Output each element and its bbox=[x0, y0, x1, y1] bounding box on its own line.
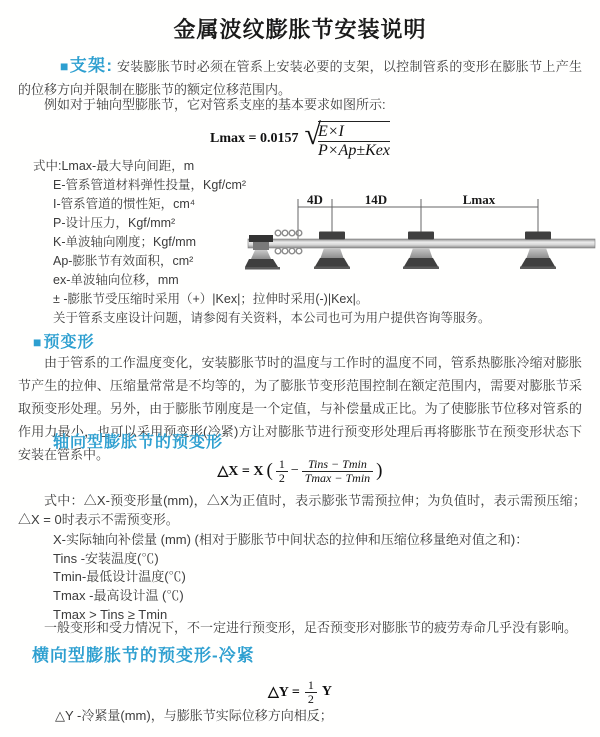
temp-numerator: Tins − Tmin bbox=[302, 458, 373, 472]
preform-paragraph: 由于管系的工作温度变化，安装膨胀节时的温度与工作时的温度不同，管系热膨胀冷缩对膨胀节产生的拉伸、压缩量常常是不均等的，为了膨胀节变形范围控制在额定范围内，需要对膨胀节采取预变形处理。另外，由于膨胀节刚度是一个定值，与补偿量成正比。为了使膨胀节位移对管系的作用力最小，也可以采用预变形(冷紧)方让对膨胀节进行预变形处理后再将膨胀节在预变形状态下安装在管系中。 bbox=[18, 355, 582, 462]
half-denominator: 2 bbox=[307, 691, 314, 706]
formula2-lhs: △X = X bbox=[217, 463, 264, 479]
dim-label-lmax: Lmax bbox=[462, 193, 496, 207]
definition-note: 关于管系支座设计问题，请参阅有关资料，本公司也可为用户提供咨询等服务。 bbox=[53, 311, 491, 325]
fraction-denominator: P×Ap±Kex bbox=[317, 142, 390, 159]
definition-line: P-设计压力，Kgf/mm² bbox=[53, 216, 176, 230]
section-square-icon: ■ bbox=[33, 334, 43, 350]
variable-line: Tmax -最高设计温 (℃) bbox=[53, 588, 184, 604]
definition-line: 式中:Lmax-最大导向间距，m bbox=[33, 159, 195, 173]
temperature-fraction bbox=[302, 458, 373, 485]
preform-heading-label: 预变形 bbox=[43, 334, 95, 351]
radical-expression bbox=[305, 118, 390, 160]
radical-fraction bbox=[318, 121, 390, 160]
formula-lateral-coldpull bbox=[0, 676, 600, 708]
definition-line: E-管系管道材料弹性投量，Kgf/cm² bbox=[53, 178, 247, 192]
support-intro-text: 安装膨胀节时必须在管系上安装必要的支架，以控制管系的变形在膨胀节上产生的位移方向并限制在膨胀节的额定位移范围内。 bbox=[18, 59, 582, 97]
section-square-icon: ■ bbox=[60, 58, 69, 74]
pipe bbox=[248, 239, 595, 248]
definition-line: K-单波轴向刚度；Kgf/mm bbox=[53, 235, 197, 249]
radical-sign: √ bbox=[304, 118, 321, 151]
half-numerator: 1 bbox=[276, 458, 288, 472]
pipe-support-diagram bbox=[245, 193, 598, 289]
definition-line: I-管系管道的惯性矩，cm⁴ bbox=[53, 197, 196, 211]
variable-line: X-实际轴向补偿量 (mm) (相对于膨胀节中间状态的拉伸和压缩位移量绝对值之和)： bbox=[53, 532, 529, 547]
formula3-rhs: Y bbox=[321, 684, 332, 699]
subheading-lateral-preform: 横向型膨胀节的预变形-冷紧 bbox=[32, 646, 255, 665]
page-title: 金属波纹膨胀节安装说明 bbox=[173, 17, 427, 42]
section-heading-preform bbox=[33, 329, 94, 352]
variable-line: Tmax > Tins ≥ Tmin bbox=[53, 606, 168, 622]
formula-lmax bbox=[0, 118, 600, 159]
lateral-definition-line: △Y -冷紧量(mm)，与膨胀节实际位移方向相反； bbox=[55, 708, 333, 723]
minus-sign: − bbox=[290, 463, 299, 478]
dim-label-14d: 14D bbox=[364, 193, 388, 207]
formula-axial-predeform bbox=[0, 451, 600, 491]
definition-line: ± -膨胀节受压缩时采用（+）|Kex|；拉伸时采用(-)|Kex|。 bbox=[53, 292, 369, 306]
one-half-fraction bbox=[305, 679, 317, 706]
left-paren: ( bbox=[266, 460, 273, 481]
formula-lmax-lhs: Lmax = 0.0157 bbox=[210, 131, 299, 146]
definition-line: Ap-膨胀节有效面积，cm² bbox=[53, 254, 194, 268]
right-paren: ) bbox=[376, 460, 383, 481]
definition-line: ex-单波轴向位移，mm bbox=[53, 273, 179, 287]
variable-line: Tins -安装温度(℃) bbox=[53, 550, 159, 566]
fraction-numerator: E×I bbox=[318, 123, 390, 142]
support-example-line: 例如对于轴向型膨胀节，它对管系支座的基本要求如图所示: bbox=[44, 97, 386, 112]
axial-explain-paragraph: 式中：△X-预变形量(mm)，△X为正值时，表示膨张节需预拉伸；为负值时，表示需预压缩；△X = 0时表示不需预变形。 bbox=[18, 493, 586, 527]
formula3-lhs: △Y = bbox=[268, 684, 300, 700]
one-half-fraction bbox=[276, 458, 288, 485]
section-heading-support: 支架: bbox=[69, 56, 114, 75]
temp-denominator: Tmax − Tmin bbox=[304, 470, 371, 485]
axial-variable-lines bbox=[53, 531, 528, 625]
subheading-axial-preform: 轴向型膨胀节的预变形 bbox=[53, 434, 224, 451]
variable-line: Tmin-最低设计温度(℃) bbox=[53, 569, 186, 585]
half-denominator: 2 bbox=[278, 470, 285, 485]
dim-label-4d: 4D bbox=[307, 193, 323, 207]
half-numerator: 1 bbox=[305, 679, 317, 693]
general-note-line: 一般变形和受力情况下，不一定进行预变形，足否预变形对膨胀节的疲劳寿命几乎没有影响。 bbox=[44, 620, 578, 635]
